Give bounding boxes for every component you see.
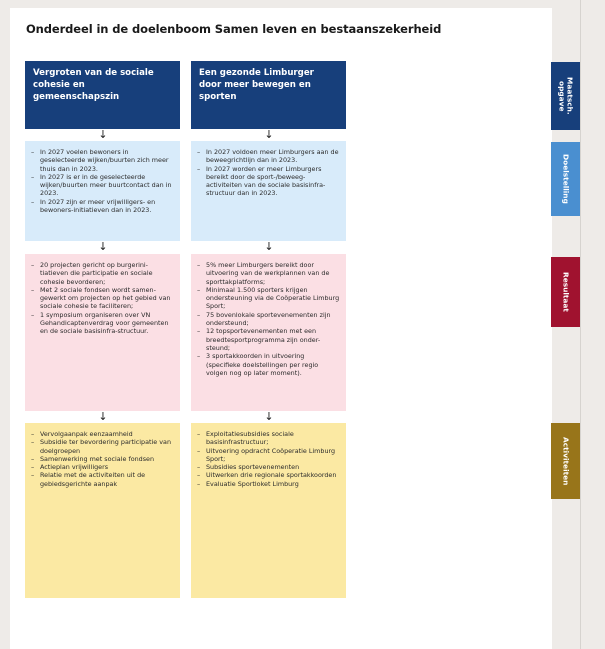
activity-item: – Actieplan vrijwilligers	[31, 463, 174, 471]
goal-item: – In 2027 voldoen meer Limburgers aan de beweegrichtlijn dan in 2023.	[197, 148, 340, 165]
goal-item: – In 2027 is er in de geselecteerde wijken/buurten meer buurtcontact dan in 2023.	[31, 173, 174, 198]
tab-resultaat[interactable]	[551, 257, 580, 327]
goals-box-social-cohesion	[25, 141, 180, 241]
tab-doelstelling[interactable]	[551, 142, 580, 216]
document-page	[10, 8, 552, 649]
tab-label: Resultaat	[561, 272, 571, 312]
tab-label: Doelstelling	[561, 154, 571, 204]
result-item: – 12 topsportevenementen met een breedtesportprogramma zijn onder-steund;	[197, 327, 340, 352]
result-item: – 3 sportakkoorden in uitvoering (specifieke doelstellingen per regio volgen nog op later moment).	[197, 352, 340, 377]
result-item: – Minimaal 1.500 sporters krijgen ondersteuning via de Coöperatie Limburg Sport;	[197, 286, 340, 311]
activities-box-social-cohesion	[25, 423, 180, 598]
result-item: – 20 projecten gericht op burgerini-tiatieven die participatie en sociale cohesie bevorderen;	[31, 261, 174, 286]
page-title: Onderdeel in de doelenboom Samen leven en bestaanszekerheid	[26, 22, 442, 36]
flow-arrow: ↓	[264, 410, 274, 423]
goal-item: – In 2027 worden er meer Limburgers bereikt door de sport-/beweeg-activiteiten van de sociale basisinfra-structuur dan in 2023.	[197, 165, 340, 198]
activity-item: – Uitwerken drie regionale sportakkoorden	[197, 471, 340, 479]
activity-item: – Subsidie ter bevordering participatie van doelgroepen	[31, 438, 174, 455]
bullet-list	[191, 423, 346, 494]
goal-item: – In 2027 voelen bewoners in geselecteerde wijken/buurten zich meer thuis dan in 2023.	[31, 148, 174, 173]
activity-item: – Uitvoering opdracht Coöperatie Limburg Sport;	[197, 447, 340, 464]
bullet-list	[25, 254, 180, 342]
activity-item: – Relatie met de activiteiten uit de gebiedsgerichte aanpak	[31, 471, 174, 488]
activity-item: – Subsidies sportevenementen	[197, 463, 340, 471]
tab-maatschappelijke-opgave[interactable]	[551, 62, 580, 130]
page-edge-divider	[580, 0, 581, 649]
result-item: – 1 symposium organiseren over VN Gehandicaptenverdrag voor gemeenten en de sociale basisinfra-structuur.	[31, 311, 174, 336]
result-item: – 75 bovenlokale sportevenementen zijn ondersteund;	[197, 311, 340, 328]
tab-label: Activiteiten	[561, 436, 571, 486]
results-box-healthy-limburger	[191, 254, 346, 411]
result-item: – 5% meer Limburgers bereikt door uitvoering van de werkplannen van de sporttakplatforms;	[197, 261, 340, 286]
flow-arrow: ↓	[98, 240, 108, 253]
activities-box-healthy-limburger	[191, 423, 346, 598]
goal-item: – In 2027 zijn er meer vrijwilligers- en bewoners-initiatieven dan in 2023.	[31, 198, 174, 215]
activity-item: – Vervolgaanpak eenzaamheid	[31, 430, 174, 438]
bullet-list	[191, 254, 346, 383]
activity-item: – Evaluatie Sportloket Limburg	[197, 480, 340, 488]
result-item: – Met 2 sociale fondsen wordt samen-gewerkt om projecten op het gebied van sociale cohesie te faciliteren;	[31, 286, 174, 311]
flow-arrow: ↓	[98, 410, 108, 423]
flow-arrow: ↓	[264, 240, 274, 253]
tab-activiteiten[interactable]	[551, 423, 580, 499]
tab-label: Maatsch. opgave	[557, 77, 575, 115]
activity-item: – Samenwerking met sociale fondsen	[31, 455, 174, 463]
activity-item: – Exploitatiesubsidies sociale basisinfrastructuur;	[197, 430, 340, 447]
goal-tree-heading-healthy-limburger: Een gezonde Limburger door meer bewegen en sporten	[191, 61, 346, 129]
results-box-social-cohesion	[25, 254, 180, 411]
flow-arrow: ↓	[98, 128, 108, 141]
bullet-list	[191, 141, 346, 204]
goal-tree-heading-social-cohesion: Vergroten van de sociale cohesie en gemeenschapszin	[25, 61, 180, 129]
bullet-list	[25, 141, 180, 220]
flow-arrow: ↓	[264, 128, 274, 141]
goals-box-healthy-limburger	[191, 141, 346, 241]
bullet-list	[25, 423, 180, 494]
